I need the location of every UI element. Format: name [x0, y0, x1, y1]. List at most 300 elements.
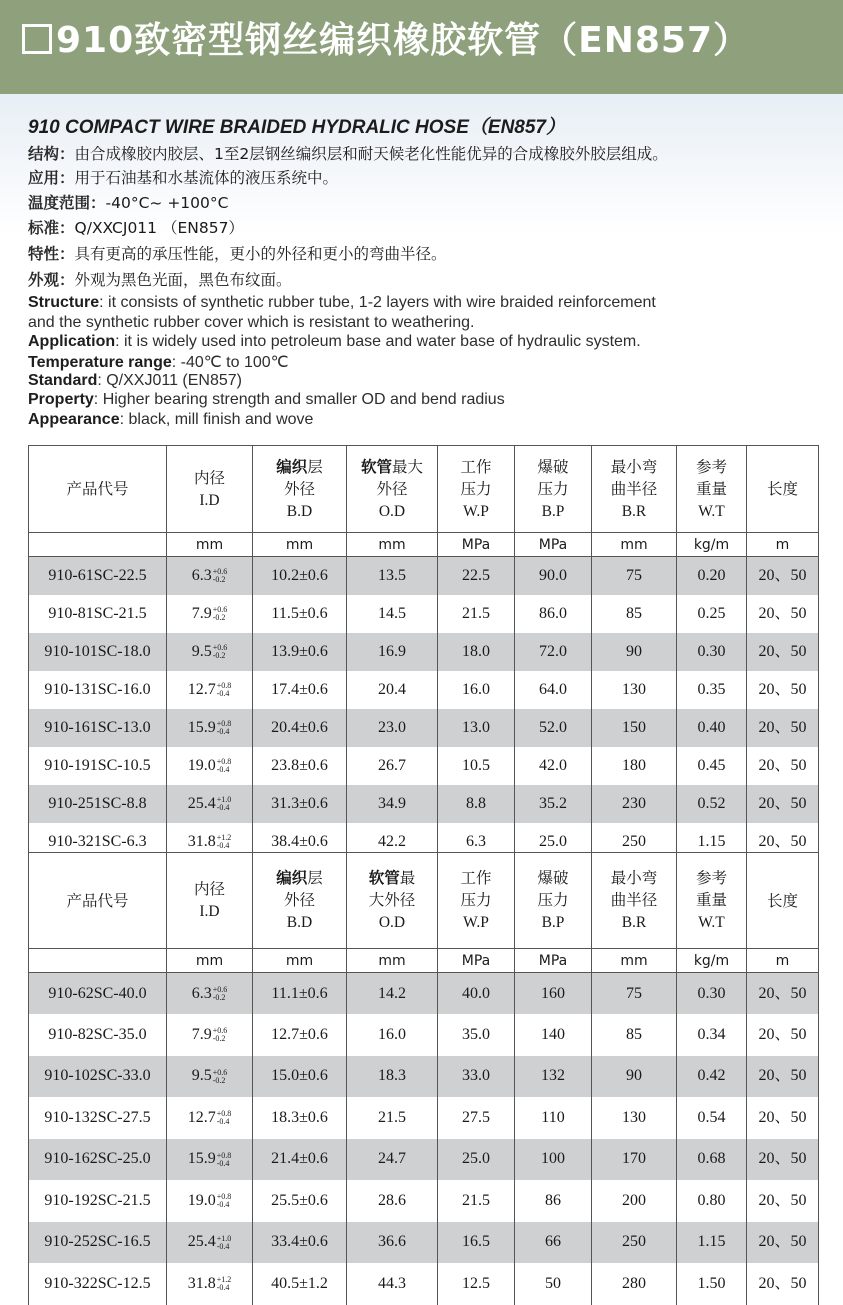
cell-br: 85	[592, 1014, 677, 1056]
tolerance-upper: +1.0	[216, 1233, 232, 1243]
cell-length: 20、50	[747, 1139, 819, 1181]
cell-code: 910-132SC-27.5	[29, 1097, 167, 1139]
tolerance-lower: -0.4	[216, 1117, 230, 1127]
table-row	[29, 633, 819, 671]
tolerance-upper: +0.8	[216, 718, 232, 728]
tolerance-upper: +0.8	[216, 1192, 232, 1202]
table-row	[29, 747, 819, 785]
cell-od: 18.3	[347, 1056, 438, 1098]
id-tolerance	[217, 796, 232, 812]
tolerance-lower: -0.4	[216, 1241, 230, 1251]
cell-wp: 27.5	[438, 1097, 515, 1139]
cell-id	[167, 1222, 253, 1264]
tolerance-lower: -0.2	[212, 575, 226, 585]
header-code: 产品代号	[29, 446, 167, 533]
en-temperature	[28, 352, 289, 372]
cell-length: 20、50	[747, 671, 819, 709]
header-id: 内径 I.D	[167, 853, 253, 949]
header-length: 长度	[747, 446, 819, 533]
cell-bd: 17.4±0.6	[253, 671, 347, 709]
cell-wt: 1.15	[677, 823, 747, 861]
tolerance-lower: -0.2	[212, 612, 226, 622]
cell-code: 910-322SC-12.5	[29, 1263, 167, 1305]
english-title: 910 COMPACT WIRE BRAIDED HYDRALIC HOSE（EN857）	[28, 117, 566, 138]
cell-id	[167, 973, 253, 1015]
cn-text: 由合成橡胶内胶层、1至2层钢丝编织层和耐天候老化性能优异的合成橡胶外胶层组成。	[74, 145, 668, 163]
tolerance-upper: +0.8	[216, 1109, 232, 1119]
cell-bp: 72.0	[515, 633, 592, 671]
tolerance-upper: +0.6	[212, 642, 228, 652]
header-bp: 爆破 压力 B.P	[515, 446, 592, 533]
unit-cell: MPa	[515, 533, 592, 557]
tolerance-lower: -0.4	[216, 840, 230, 850]
cell-br: 180	[592, 747, 677, 785]
cell-code: 910-162SC-25.0	[29, 1139, 167, 1181]
en-structure	[28, 294, 656, 312]
header-wp: 工作 压力 W.P	[438, 446, 515, 533]
cell-bp: 35.2	[515, 785, 592, 823]
cell-od: 26.7	[347, 747, 438, 785]
id-tolerance	[217, 1110, 232, 1126]
cell-id	[167, 671, 253, 709]
tolerance-upper: +0.8	[216, 680, 232, 690]
cell-code: 910-192SC-21.5	[29, 1180, 167, 1222]
cell-length: 20、50	[747, 1014, 819, 1056]
unit-cell: mm	[167, 949, 253, 973]
en-application	[28, 333, 641, 351]
cell-bp: 110	[515, 1097, 592, 1139]
cell-id	[167, 1180, 253, 1222]
header-br: 最小弯 曲半径 B.R	[592, 446, 677, 533]
unit-cell: MPa	[438, 533, 515, 557]
id-tolerance	[217, 1235, 232, 1251]
id-value: 6.3	[191, 566, 212, 584]
cn-property	[28, 242, 447, 264]
table-row	[29, 785, 819, 823]
cell-id	[167, 1014, 253, 1056]
cell-code: 910-191SC-10.5	[29, 747, 167, 785]
tolerance-lower: -0.4	[216, 726, 230, 736]
id-value: 31.8	[187, 1274, 216, 1292]
cell-od: 23.0	[347, 709, 438, 747]
tolerance-upper: +0.8	[216, 1150, 232, 1160]
id-tolerance	[217, 720, 232, 736]
unit-cell: m	[747, 533, 819, 557]
cell-bd: 11.1±0.6	[253, 973, 347, 1015]
tolerance-lower: -0.4	[216, 688, 230, 698]
header-od: 软管最大 外径 O.D	[347, 446, 438, 533]
cell-wp: 12.5	[438, 1263, 515, 1305]
cell-wp: 21.5	[438, 595, 515, 633]
cell-bd: 31.3±0.6	[253, 785, 347, 823]
unit-cell: kg/m	[677, 533, 747, 557]
id-tolerance	[217, 682, 232, 698]
table-row	[29, 557, 819, 595]
header-wt: 参考 重量 W.T	[677, 853, 747, 949]
cell-code: 910-62SC-40.0	[29, 973, 167, 1015]
cell-wt: 1.50	[677, 1263, 747, 1305]
header-od: 软管最 大外径 O.D	[347, 853, 438, 949]
cell-bd: 23.8±0.6	[253, 747, 347, 785]
unit-cell: mm	[592, 949, 677, 973]
cell-wt: 0.80	[677, 1180, 747, 1222]
cell-bd: 18.3±0.6	[253, 1097, 347, 1139]
cell-id	[167, 1056, 253, 1098]
id-value: 25.4	[187, 1233, 216, 1251]
cell-code: 910-251SC-8.8	[29, 785, 167, 823]
cell-bd: 13.9±0.6	[253, 633, 347, 671]
cell-wp: 40.0	[438, 973, 515, 1015]
cell-br: 75	[592, 557, 677, 595]
table-row	[29, 1222, 819, 1264]
cn-label: 特性：	[28, 245, 75, 263]
cell-br: 90	[592, 633, 677, 671]
id-value: 6.3	[191, 984, 212, 1002]
header-bd: 编织层 外径 B.D	[253, 853, 347, 949]
cell-bp: 50	[515, 1263, 592, 1305]
page-title	[22, 12, 750, 63]
cell-wt: 0.35	[677, 671, 747, 709]
en-label: Temperature range	[28, 354, 172, 371]
tolerance-upper: +0.6	[212, 604, 228, 614]
cell-code: 910-61SC-22.5	[29, 557, 167, 595]
cell-code: 910-252SC-16.5	[29, 1222, 167, 1264]
id-value: 31.8	[187, 832, 216, 850]
table-row	[29, 1139, 819, 1181]
cell-od: 16.0	[347, 1014, 438, 1056]
tolerance-upper: +0.6	[212, 567, 228, 577]
en-label: Property	[28, 391, 94, 408]
table-row	[29, 671, 819, 709]
cell-length: 20、50	[747, 1222, 819, 1264]
cn-label: 外观：	[28, 271, 75, 289]
id-tolerance	[213, 568, 228, 584]
header-wp: 工作 压力 W.P	[438, 853, 515, 949]
cell-od: 42.2	[347, 823, 438, 861]
cell-length: 20、50	[747, 1056, 819, 1098]
id-tolerance	[217, 1152, 232, 1168]
en-text: : Q/XXJ011 (EN857)	[97, 372, 242, 389]
cn-structure	[28, 142, 668, 164]
cell-od: 14.5	[347, 595, 438, 633]
unit-cell: MPa	[438, 949, 515, 973]
cell-bp: 140	[515, 1014, 592, 1056]
cell-od: 14.2	[347, 973, 438, 1015]
table-row	[29, 973, 819, 1015]
en-text: : it is widely used into petroleum base and water base of hydraulic system.	[115, 333, 641, 350]
unit-cell: mm	[347, 949, 438, 973]
cell-bd: 38.4±0.6	[253, 823, 347, 861]
cn-standard	[28, 216, 244, 238]
cell-br: 75	[592, 973, 677, 1015]
en-label: Structure	[28, 294, 100, 311]
cell-bp: 64.0	[515, 671, 592, 709]
cell-code: 910-82SC-35.0	[29, 1014, 167, 1056]
cell-bp: 100	[515, 1139, 592, 1181]
cell-od: 21.5	[347, 1097, 438, 1139]
id-value: 7.9	[191, 604, 212, 622]
cell-length: 20、50	[747, 595, 819, 633]
cell-wp: 25.0	[438, 1139, 515, 1181]
cell-bp: 42.0	[515, 747, 592, 785]
cell-br: 250	[592, 823, 677, 861]
id-value: 9.5	[191, 642, 212, 660]
cell-bd: 40.5±1.2	[253, 1263, 347, 1305]
checkbox-square-icon	[22, 24, 52, 54]
cell-id	[167, 1097, 253, 1139]
cell-wt: 0.54	[677, 1097, 747, 1139]
header-id: 内径 I.D	[167, 446, 253, 533]
unit-cell: mm	[167, 533, 253, 557]
cell-bd: 10.2±0.6	[253, 557, 347, 595]
cell-id	[167, 595, 253, 633]
id-value: 25.4	[187, 794, 216, 812]
cell-length: 20、50	[747, 633, 819, 671]
header-bd: 编织层 外径 B.D	[253, 446, 347, 533]
cell-bd: 20.4±0.6	[253, 709, 347, 747]
cell-code: 910-101SC-18.0	[29, 633, 167, 671]
unit-cell: mm	[253, 949, 347, 973]
tolerance-lower: -0.2	[212, 650, 226, 660]
table-row	[29, 595, 819, 633]
cell-wt: 0.20	[677, 557, 747, 595]
id-value: 9.5	[191, 1067, 212, 1085]
cell-id	[167, 557, 253, 595]
cell-br: 170	[592, 1139, 677, 1181]
tolerance-lower: -0.4	[216, 1158, 230, 1168]
header-length: 长度	[747, 853, 819, 949]
cell-bp: 66	[515, 1222, 592, 1264]
tolerance-lower: -0.4	[216, 764, 230, 774]
cell-br: 230	[592, 785, 677, 823]
cell-br: 280	[592, 1263, 677, 1305]
id-tolerance	[213, 606, 228, 622]
cell-length: 20、50	[747, 557, 819, 595]
tolerance-lower: -0.4	[216, 802, 230, 812]
table-row	[29, 709, 819, 747]
table-row	[29, 1056, 819, 1098]
tolerance-upper: +0.6	[212, 1026, 228, 1036]
en-text: : black, mill finish and wove	[119, 411, 314, 428]
cell-wt: 0.52	[677, 785, 747, 823]
id-value: 15.9	[187, 1150, 216, 1168]
cell-wp: 13.0	[438, 709, 515, 747]
cell-wp: 16.0	[438, 671, 515, 709]
tolerance-upper: +0.6	[212, 984, 228, 994]
cell-wp: 10.5	[438, 747, 515, 785]
tolerance-upper: +0.6	[212, 1067, 228, 1077]
id-tolerance	[217, 758, 232, 774]
table-row	[29, 1180, 819, 1222]
cell-bd: 12.7±0.6	[253, 1014, 347, 1056]
cell-od: 20.4	[347, 671, 438, 709]
id-value: 12.7	[187, 680, 216, 698]
cell-br: 250	[592, 1222, 677, 1264]
header-code: 产品代号	[29, 853, 167, 949]
id-value: 15.9	[187, 718, 216, 736]
cell-wp: 22.5	[438, 557, 515, 595]
tolerance-lower: -0.2	[212, 992, 226, 1002]
unit-cell: mm	[592, 533, 677, 557]
id-tolerance	[217, 1193, 232, 1209]
cell-wt: 0.34	[677, 1014, 747, 1056]
table-row	[29, 1097, 819, 1139]
en-text: : Higher bearing strength and smaller OD and bend radius	[93, 391, 505, 408]
cell-od: 44.3	[347, 1263, 438, 1305]
cn-appearance	[28, 268, 292, 290]
spec-table-double-braid	[28, 852, 819, 1305]
cell-bd: 15.0±0.6	[253, 1056, 347, 1098]
cell-od: 28.6	[347, 1180, 438, 1222]
cell-length: 20、50	[747, 973, 819, 1015]
tolerance-upper: +1.2	[216, 1275, 232, 1285]
cell-wp: 8.8	[438, 785, 515, 823]
tolerance-lower: -0.2	[212, 1034, 226, 1044]
unit-cell: mm	[253, 533, 347, 557]
cell-bp: 86	[515, 1180, 592, 1222]
cell-length: 20、50	[747, 823, 819, 861]
cn-text: Q/XXCJ011 （EN857）	[74, 219, 244, 237]
tolerance-upper: +1.0	[216, 794, 232, 804]
cell-length: 20、50	[747, 1263, 819, 1305]
cell-br: 130	[592, 1097, 677, 1139]
cell-length: 20、50	[747, 1097, 819, 1139]
cell-id	[167, 785, 253, 823]
id-tolerance	[213, 986, 228, 1002]
en-label: Standard	[28, 372, 98, 389]
cell-wt: 0.45	[677, 747, 747, 785]
cell-bd: 11.5±0.6	[253, 595, 347, 633]
en-structure-cont	[28, 314, 474, 332]
tolerance-upper: +0.8	[216, 756, 232, 766]
cn-label: 标准：	[28, 219, 75, 237]
id-tolerance	[213, 1069, 228, 1085]
en-text: and the synthetic rubber cover which is resistant to weathering.	[28, 314, 475, 331]
cell-id	[167, 747, 253, 785]
id-tolerance	[213, 644, 228, 660]
cell-code: 910-81SC-21.5	[29, 595, 167, 633]
cell-bp: 52.0	[515, 709, 592, 747]
cell-wt: 0.40	[677, 709, 747, 747]
id-tolerance	[213, 1027, 228, 1043]
cell-od: 13.5	[347, 557, 438, 595]
cell-bp: 132	[515, 1056, 592, 1098]
cell-id	[167, 1139, 253, 1181]
id-value: 7.9	[191, 1025, 212, 1043]
cn-temperature	[28, 191, 228, 213]
cell-wp: 6.3	[438, 823, 515, 861]
header-bp: 爆破 压力 B.P	[515, 853, 592, 949]
header-wt: 参考 重量 W.T	[677, 446, 747, 533]
unit-cell: mm	[347, 533, 438, 557]
cell-od: 34.9	[347, 785, 438, 823]
document-body	[0, 94, 843, 1299]
cell-bp: 160	[515, 973, 592, 1015]
table-row	[29, 1014, 819, 1056]
cell-bp: 25.0	[515, 823, 592, 861]
cn-label: 结构：	[28, 145, 75, 163]
en-standard	[28, 372, 242, 390]
unit-cell: MPa	[515, 949, 592, 973]
cell-length: 20、50	[747, 785, 819, 823]
cell-br: 85	[592, 595, 677, 633]
id-value: 12.7	[187, 1108, 216, 1126]
cn-application	[28, 166, 338, 188]
cell-wt: 0.42	[677, 1056, 747, 1098]
cell-bd: 21.4±0.6	[253, 1139, 347, 1181]
cell-id	[167, 1263, 253, 1305]
cn-text: 外观为黑色光面，黑色布纹面。	[74, 271, 292, 289]
cell-od: 16.9	[347, 633, 438, 671]
cn-text: 用于石油基和水基流体的液压系统中。	[74, 169, 339, 187]
en-appearance	[28, 411, 313, 429]
cell-br: 150	[592, 709, 677, 747]
table-row	[29, 1263, 819, 1305]
en-text: : -40℃ to 100℃	[171, 354, 289, 371]
unit-cell: kg/m	[677, 949, 747, 973]
cn-text: -40°C~ +100°C	[105, 194, 229, 212]
cell-wp: 33.0	[438, 1056, 515, 1098]
cn-text: 具有更高的承压性能，更小的外径和更小的弯曲半径。	[74, 245, 447, 263]
cell-bd: 25.5±0.6	[253, 1180, 347, 1222]
cn-label: 应用：	[28, 169, 75, 187]
cell-length: 20、50	[747, 709, 819, 747]
spec-table-single-braid	[28, 445, 819, 861]
header-br: 最小弯 曲半径 B.R	[592, 853, 677, 949]
header-banner	[0, 0, 843, 94]
tolerance-lower: -0.2	[212, 1075, 226, 1085]
cell-code: 910-131SC-16.0	[29, 671, 167, 709]
cell-br: 90	[592, 1056, 677, 1098]
id-value: 19.0	[187, 756, 216, 774]
id-tolerance	[217, 1276, 232, 1292]
id-tolerance	[217, 834, 232, 850]
tolerance-lower: -0.4	[216, 1283, 230, 1293]
cell-length: 20、50	[747, 747, 819, 785]
cell-code: 910-321SC-6.3	[29, 823, 167, 861]
cell-br: 200	[592, 1180, 677, 1222]
cell-id	[167, 633, 253, 671]
cell-wp: 35.0	[438, 1014, 515, 1056]
cell-bp: 90.0	[515, 557, 592, 595]
en-label: Appearance	[28, 411, 120, 428]
cell-bd: 33.4±0.6	[253, 1222, 347, 1264]
id-value: 19.0	[187, 1191, 216, 1209]
unit-row	[29, 533, 819, 557]
cell-br: 130	[592, 671, 677, 709]
cell-wp: 16.5	[438, 1222, 515, 1264]
cell-code: 910-102SC-33.0	[29, 1056, 167, 1098]
en-property	[28, 391, 505, 409]
cell-code: 910-161SC-13.0	[29, 709, 167, 747]
cell-wp: 21.5	[438, 1180, 515, 1222]
tolerance-lower: -0.4	[216, 1200, 230, 1210]
cell-od: 36.6	[347, 1222, 438, 1264]
cell-id	[167, 709, 253, 747]
cell-wt: 0.68	[677, 1139, 747, 1181]
cell-od: 24.7	[347, 1139, 438, 1181]
unit-cell: m	[747, 949, 819, 973]
cell-wt: 0.30	[677, 633, 747, 671]
cell-wt: 1.15	[677, 1222, 747, 1264]
unit-row	[29, 949, 819, 973]
en-text: : it consists of synthetic rubber tube, 1-2 layers with wire braided reinforcement	[99, 294, 656, 311]
cell-length: 20、50	[747, 1180, 819, 1222]
cell-wt: 0.25	[677, 595, 747, 633]
cell-wt: 0.30	[677, 973, 747, 1015]
cell-bp: 86.0	[515, 595, 592, 633]
cell-wp: 18.0	[438, 633, 515, 671]
